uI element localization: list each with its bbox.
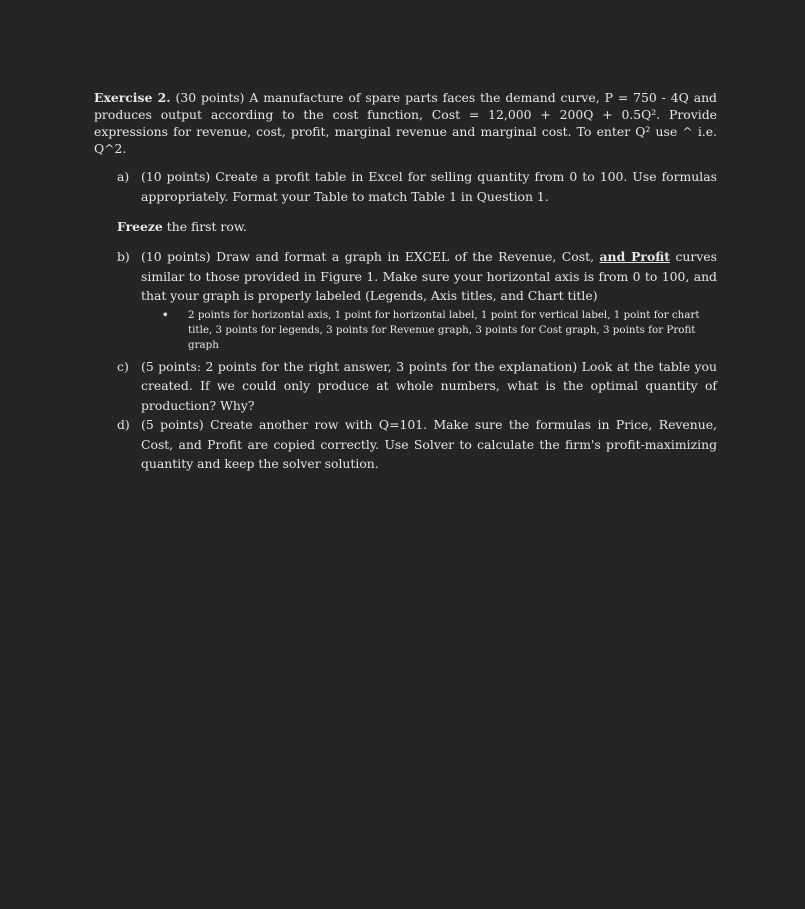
task-d-marker: d) xyxy=(117,417,130,432)
task-a xyxy=(117,167,717,206)
task-list xyxy=(94,167,717,206)
task-a-marker: a) xyxy=(117,169,130,184)
exercise-intro-text: (30 points) A manufacture of spare parts faces the demand curve, P = 750 - 4Q and produces output according to the cost function, Cost = 12,000 + 200Q + 0.5Q². Provide expressions for revenue, cost, profit, marginal revenue and marginal cost. To enter Q² use ^ i.e. Q^2. xyxy=(94,90,717,156)
bullet-icon: • xyxy=(162,308,169,321)
task-b xyxy=(117,247,717,306)
task-c xyxy=(117,357,717,416)
exercise-intro xyxy=(94,89,717,157)
freeze-instruction xyxy=(117,218,717,235)
task-b-text-before: (10 points) Draw and format a graph in EXCEL of the Revenue, Cost, xyxy=(141,249,600,264)
task-a-text: (10 points) Create a profit table in Excel for selling quantity from 0 to 100. Use formulas appropriately. Format your Table to match Table 1 in Question 1. xyxy=(141,169,717,204)
exercise-title: Exercise 2. xyxy=(94,90,171,105)
task-b-bullet-text: 2 points for horizontal axis, 1 point for horizontal label, 1 point for vertical label, 1 point for chart title, 3 points for legends, 3 points for Revenue graph, 3 points for Cost graph, 3 points for Profit graph xyxy=(188,308,700,351)
task-b-emphasis: and Profit xyxy=(599,249,670,264)
freeze-rest: the first row. xyxy=(162,219,247,234)
task-c-marker: c) xyxy=(117,358,129,374)
task-d-text: (5 points) Create another row with Q=101. Make sure the formulas in Price, Revenue, Cost, and Profit are copied correctly. Use Solver to calculate the firm's profit-maximizing quantity and keep the solver solution. xyxy=(141,417,717,471)
task-b-text xyxy=(141,247,717,306)
task-b-text-after: curves similar to those provided in Figure 1. Make sure your horizontal axis is from 0 to 100, and that your graph is properly labeled (Legends, Axis titles, and Chart title) xyxy=(141,249,717,303)
freeze-bold: Freeze xyxy=(117,219,163,234)
task-b-bullet xyxy=(162,308,717,353)
task-d xyxy=(117,415,717,474)
task-c-text: (5 points: 2 points for the right answer, 3 points for the explanation) Look at the table you created. If we could only produce at whole numbers, what is the optimal quantity of production? Why? xyxy=(141,358,717,413)
task-b-marker: b) xyxy=(117,249,130,264)
